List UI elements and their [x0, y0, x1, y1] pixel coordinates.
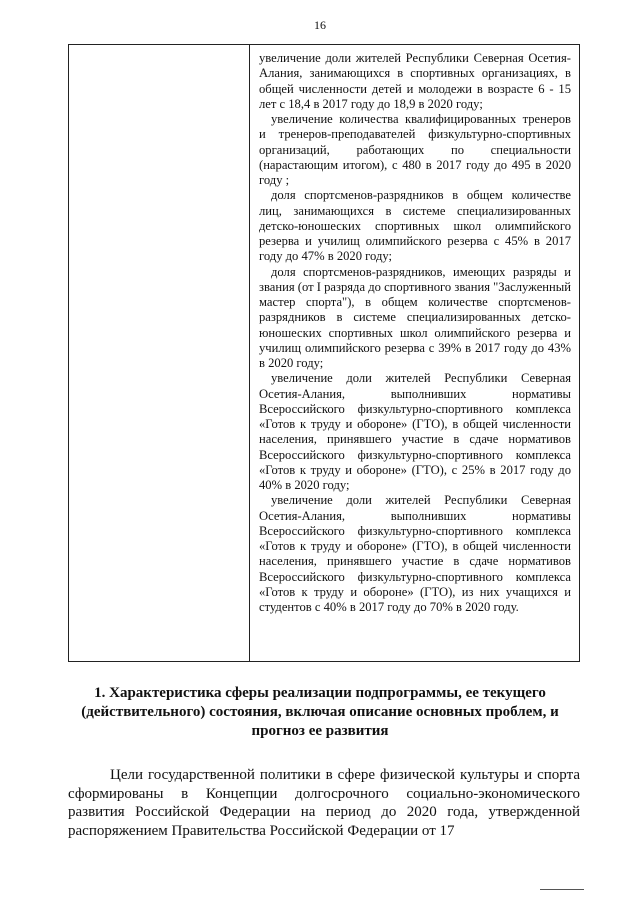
indicator-item: увеличение доли жителей Республики Северная Осетия-Алания, выполнивших нормативы Всероссийского физкультурно-спортивного комплекса «Готов к труду и обороне» (ГТО), в общей численности населения, принявшего участие в сдаче нормативов Всероссийского физкультурно-спортивного комплекса «Готов к труду и обороне» (ГТО), с 25% в 2017 году до 40% в 2020 году;: [259, 371, 571, 492]
indicator-item: увеличение доли жителей Республики Северная Осетия-Алания, занимающихся в спортивных организациях, в общей численности детей и молодежи в возрасте 6 - 15 лет с 18,4 в 2017 году до 18,9 в 2020 году;: [259, 51, 571, 111]
indicator-item: доля спортсменов-разрядников в общем количестве лиц, занимающихся в системе специализированных детско-юношеских спортивных школ олимпийского резерва и училищ олимпийского резерва с 45% в 2017 году до 47% в 2020 году;: [259, 188, 571, 264]
section-body-text: Цели государственной политики в сфере физической культуры и спорта сформированы в Концепции долгосрочного социально-экономического развития Российской Федерации на период до 2020 года, утвержденной распоряжением Правительства Российской Федерации от 17: [68, 767, 580, 839]
page-number: 16: [314, 18, 326, 32]
table-right-cell: [250, 45, 579, 661]
table-left-cell: [69, 45, 250, 661]
indicators-table: [68, 44, 580, 662]
footer-rule: [540, 889, 584, 890]
indicator-item: увеличение количества квалифицированных тренеров и тренеров-преподавателей физкультурно-спортивных организаций, работающих по специальности (нарастающим итогом), с 480 в 2017 году до 495 в 2020 году ;: [259, 112, 571, 187]
section-heading: 1. Характеристика сферы реализации подпрограммы, ее текущего (действительного) состояния, включая описание основных проблем, и прогноз ее развития: [81, 685, 559, 739]
indicator-item: доля спортсменов-разрядников, имеющих разряды и звания (от I разряда до спортивного звания "Заслуженный мастер спорта"), в общем количестве спортсменов-разрядников в системе специализированных детско-юношеских спортивных школ олимпийского резерва и училищ олимпийского резерва с 39% в 2017 году до 43% в 2020 году;: [259, 264, 571, 370]
indicator-item: увеличение доли жителей Республики Северная Осетия-Алания, выполнивших нормативы Всероссийского физкультурно-спортивного комплекса «Готов к труду и обороне» (ГТО), в общей численности населения, принявшего участие в сдаче нормативов Всероссийского физкультурно-спортивного комплекса «Готов к труду и обороне» (ГТО), из них учащихся и студентов с 40% в 2017 году до 70% в 2020 году.: [259, 493, 571, 614]
